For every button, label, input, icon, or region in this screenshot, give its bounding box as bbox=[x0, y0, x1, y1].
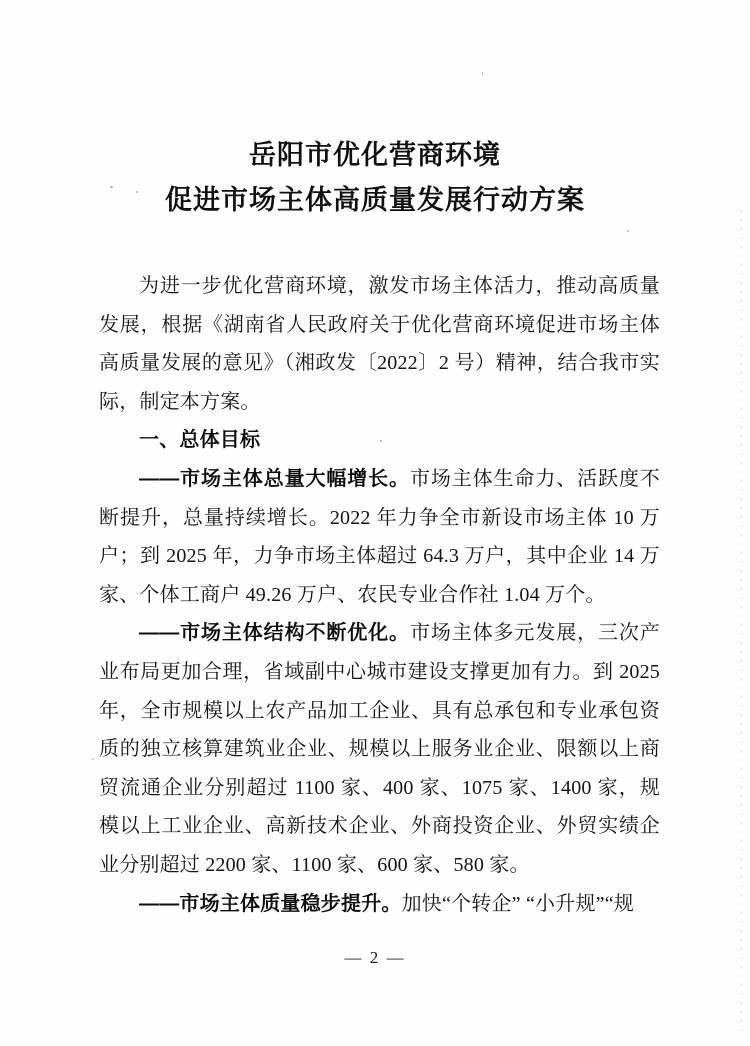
scan-speck bbox=[110, 186, 113, 188]
paragraph-text: 市场主体生命力、活跃度不断提升，总量持续增长。2022 年力争全市新设市场主体 10 万户；到 2025 年，力争市场主体超过 64.3 万户，其中企业 14 万家、个体工商户 49.26 万户、农民专业合作社 1.04 万个。 bbox=[99, 467, 660, 606]
document-title bbox=[0, 0, 750, 223]
document-title-line-2: 促进市场主体高质量发展行动方案 bbox=[165, 185, 585, 215]
paragraph-lead: ——市场主体结构不断优化。 bbox=[139, 622, 410, 645]
document-body bbox=[99, 267, 660, 923]
scan-speck bbox=[92, 758, 94, 760]
page-number: — 2 — bbox=[344, 948, 406, 967]
intro-paragraph: 为进一步优化营商环境，激发市场主体活力，推动高质量发展，根据《湖南省人民政府关于优化营商环境促进市场主体高质量发展的意见》（湘政发〔2022〕2 号）精神，结合我市实际，制定本方案。 bbox=[99, 275, 660, 413]
goal-paragraph-growth bbox=[99, 460, 660, 614]
scan-speck bbox=[380, 440, 382, 442]
section-heading: 一、总体目标 bbox=[139, 429, 261, 452]
scan-edge-artifact bbox=[741, 210, 742, 1038]
scan-speck bbox=[482, 72, 483, 76]
paragraph-lead: ——市场主体质量稳步提升。 bbox=[139, 892, 402, 915]
paragraph-lead: ——市场主体总量大幅增长。 bbox=[139, 467, 410, 490]
scan-speck bbox=[136, 191, 138, 193]
paragraph-text: 市场主体多元发展，三次产业布局更加合理，省域副中心城市建设支撑更加有力。到 2025 年，全市规模以上农产品加工企业、具有总承包和专业承包资质的独立核算建筑业企业、规模以上服务业企业、限额以上商贸流通企业分别超过 1100 家、400 家、1075 家、1400 家，规模以上工业企业、高新技术企业、外商投资企业、外贸实绩企业分别超过 2200 家、1100 家、600 家、580 家。 bbox=[99, 622, 660, 876]
document-title-line-1: 岳阳市优化营商环境 bbox=[249, 140, 501, 170]
goal-paragraph-quality bbox=[99, 885, 660, 924]
goal-paragraph-structure bbox=[99, 614, 660, 884]
scan-speck bbox=[627, 230, 629, 232]
paragraph-text: 加快“个转企” “小升规”“规 bbox=[401, 892, 634, 915]
